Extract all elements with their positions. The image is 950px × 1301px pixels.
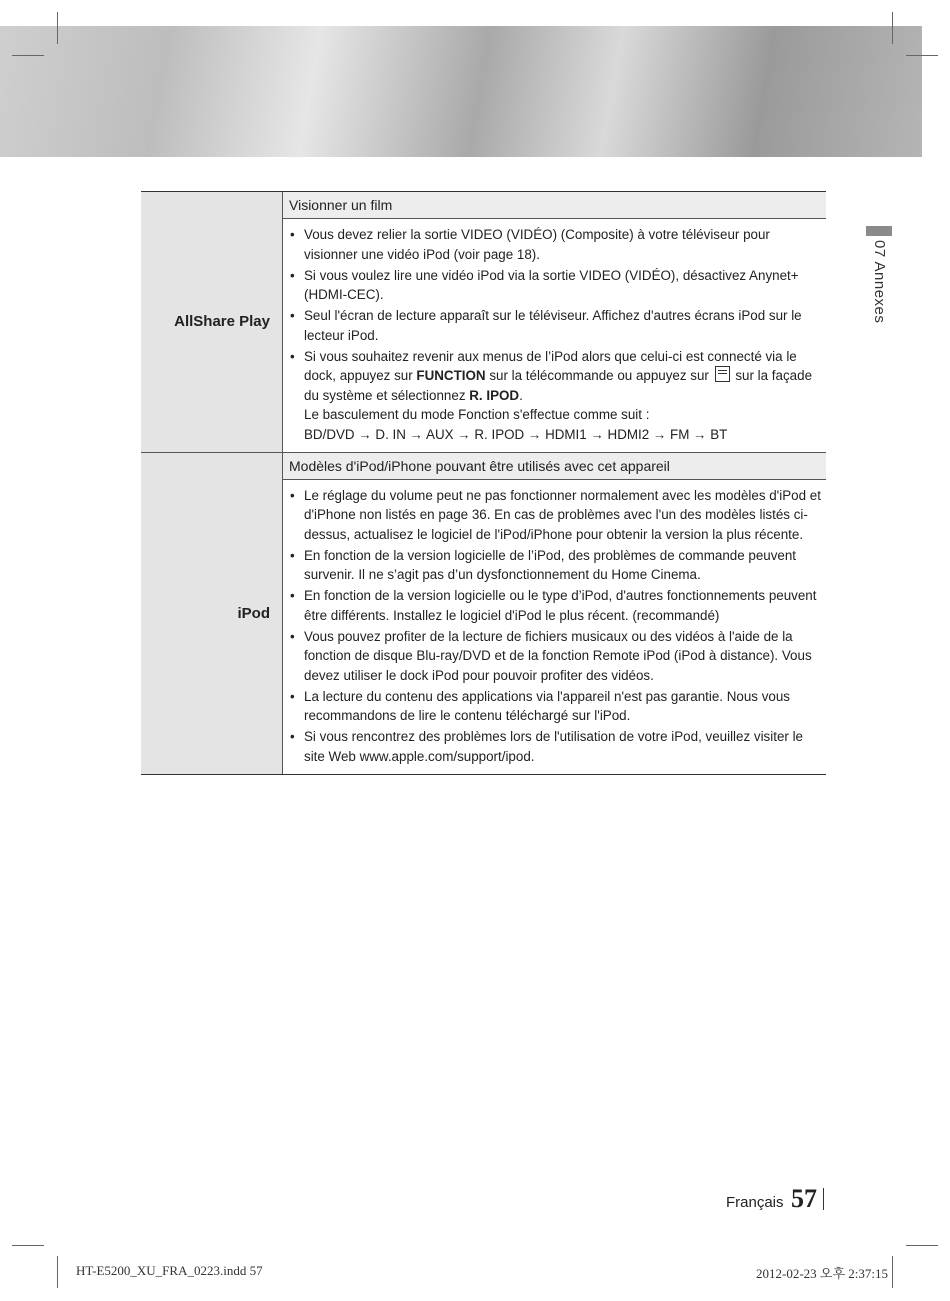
- list-item: • Vous devez relier la sortie VIDEO (VIDÉO) (Composite) à votre téléviseur pour visionner une vidéo iPod (voir page 18).: [289, 225, 822, 264]
- list-item: • Vous pouvez profiter de la lecture de fichiers musicaux ou des vidéos à l'aide de la fonction de disque Blu-ray/DVD et de la fonction Remote iPod (iPod à distance). Vous devez utiliser le dock iPod pour pouvoir profiter des vidéos.: [289, 627, 822, 686]
- row-header: AllShare Play: [141, 192, 283, 452]
- mode-switch-intro: Le basculement du mode Fonction s'effectue comme suit :: [304, 407, 650, 422]
- row-subheading: Modèles d'iPod/iPhone pouvant être utilisés avec cet appareil: [283, 453, 826, 480]
- mode-sequence: BD/DVD → D. IN → AUX → R. IPOD → HDMI1 → HDMI2 → FM → BT: [304, 426, 728, 442]
- row-header: iPod: [141, 453, 283, 774]
- text-segment: Si vous souhaitez revenir aux menus de l’iPod alors que celui-ci est connecté via le dock, appuyez sur: [304, 348, 797, 383]
- text-segment: sur la façade du système et sélectionnez: [304, 368, 813, 403]
- bullet-list: [283, 219, 826, 452]
- header-banner: [0, 26, 922, 157]
- chapter-side-text-wrap: [866, 240, 892, 380]
- crop-mark: [906, 1245, 938, 1246]
- list-item: • Le réglage du volume peut ne pas fonctionner normalement avec les modèles d'iPod et d'iPhone non listés en page 36. En cas de problèmes avec l'un des modèles listés ci-dessus, actualisez le logiciel de l'iPod/iPhone pour obtenir la version la plus récente.: [289, 486, 822, 545]
- list-item: • Si vous rencontrez des problèmes lors de l'utilisation de votre iPod, veuillez visiter le site Web www.apple.com/support/ipod.: [289, 727, 822, 766]
- page-number-divider: [823, 1188, 824, 1210]
- print-slug-file: HT-E5200_XU_FRA_0223.indd 57: [76, 1263, 263, 1278]
- table-row: [141, 192, 826, 452]
- function-panel-icon: [715, 366, 730, 382]
- crop-mark: [57, 12, 58, 44]
- row-body: [283, 453, 826, 774]
- text-segment: .: [519, 387, 523, 403]
- list-item: • En fonction de la version logicielle ou le type d’iPod, d'autres fonctionnements peuvent être différents. Installez le logiciel d'iPod le plus récent. (recommandé): [289, 586, 822, 625]
- info-table: [141, 191, 826, 775]
- ripod-label: R. IPOD: [469, 387, 520, 403]
- footer-language: Français: [726, 1194, 784, 1211]
- crop-mark: [892, 1256, 893, 1288]
- row-subheading: Visionner un film: [283, 192, 826, 219]
- crop-mark: [892, 12, 893, 44]
- list-item: • Si vous voulez lire une vidéo iPod via la sortie VIDEO (VIDÉO), désactivez Anynet+ (HDMI-CEC).: [289, 266, 822, 305]
- crop-mark: [906, 55, 938, 56]
- text-segment: sur la télécommande ou appuyez sur: [485, 368, 713, 383]
- list-item: • En fonction de la version logicielle de l’iPod, des problèmes de commande peuvent survenir. Il ne s’agit pas d’un dysfonctionnement du Home Cinema.: [289, 546, 822, 585]
- page-number: 57: [791, 1184, 817, 1213]
- crop-mark: [12, 1245, 44, 1246]
- list-item: [289, 347, 822, 445]
- table-row: [141, 452, 826, 774]
- chapter-label: 07 Annexes: [871, 240, 888, 324]
- row-body: [283, 192, 826, 452]
- function-key-label: FUNCTION: [416, 368, 486, 383]
- chapter-tab-bar: [866, 226, 892, 236]
- print-slug-date: 2012-02-23 오후 2:37:15: [756, 1266, 888, 1281]
- list-item: • Seul l'écran de lecture apparaît sur le téléviseur. Affichez d'autres écrans iPod sur le lecteur iPod.: [289, 306, 822, 345]
- list-item: • La lecture du contenu des applications via l'appareil n'est pas garantie. Nous vous recommandons de lire le contenu téléchargé sur l'iPod.: [289, 687, 822, 726]
- crop-mark: [12, 55, 44, 56]
- bullet-list: [283, 480, 826, 774]
- crop-mark: [57, 1256, 58, 1288]
